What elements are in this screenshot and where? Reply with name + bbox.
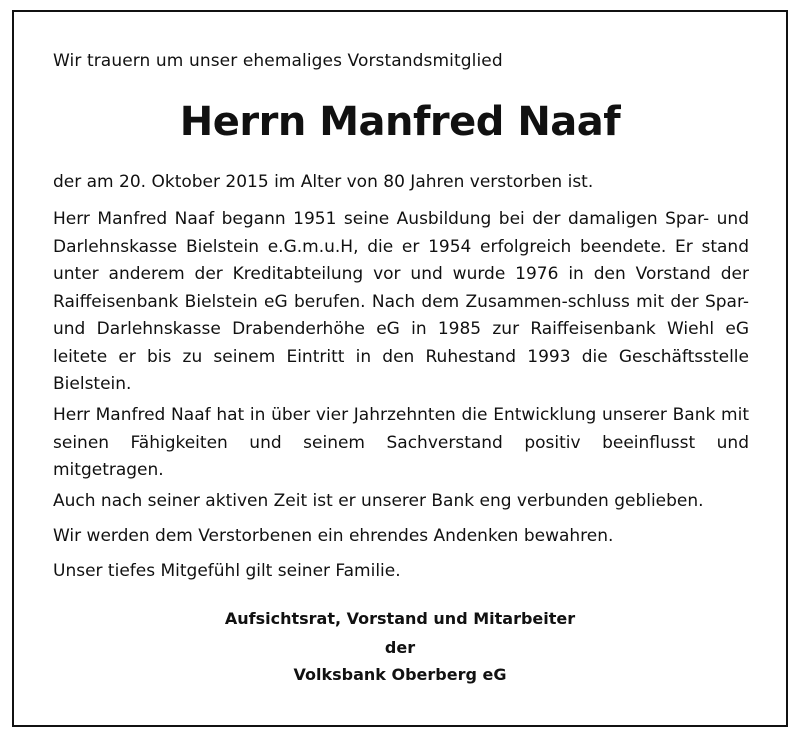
paragraph-career: Herr Manfred Naaf begann 1951 seine Ausbildung bei der damaligen Spar- und Darlehnskasse Bielstein e.G.m.u.H, die er 1954 erfolgreich beendete. Er stand unter anderem der Kreditabteilung vor und wurde 1976 in den Vorstand der Raiffeisenbank Bielstein eG berufen. Nach dem Zusammen-schluss mit der Spar- und Darlehnskasse Drabenderhöhe eG in 1985 zur Raiffeisenbank Wiehl eG leitete er bis zu seinem Eintritt in den Ruhestand 1993 die Geschäftsstelle Bielstein. <box>53 209 749 394</box>
paragraph-connection: Auch nach seiner aktiven Zeit ist er unserer Bank eng verbunden geblieben. <box>53 491 704 511</box>
signature-line-2: der <box>384 638 416 657</box>
paragraph-contribution: Herr Manfred Naaf hat in über vier Jahrzehnten die Entwicklung unserer Bank mit seinen Fähigkeiten und seinem Sachverstand positiv beeinflusst und mitgetragen. <box>53 405 749 480</box>
paragraph-condolence: Unser tiefes Mitgefühl gilt seiner Familie. <box>53 561 401 581</box>
intro-line: Wir trauern um unser ehemaliges Vorstandsmitglied <box>53 51 503 71</box>
deceased-name: Herrn Manfred Naaf <box>179 99 621 145</box>
signature-line-1: Aufsichtsrat, Vorstand und Mitarbeiter <box>224 609 576 628</box>
paragraph-remembrance: Wir werden dem Verstorbenen ein ehrendes Andenken bewahren. <box>53 526 614 546</box>
date-line: der am 20. Oktober 2015 im Alter von 80 Jahren verstorben ist. <box>53 172 594 192</box>
signature-line-3: Volksbank Oberberg eG <box>293 665 507 684</box>
